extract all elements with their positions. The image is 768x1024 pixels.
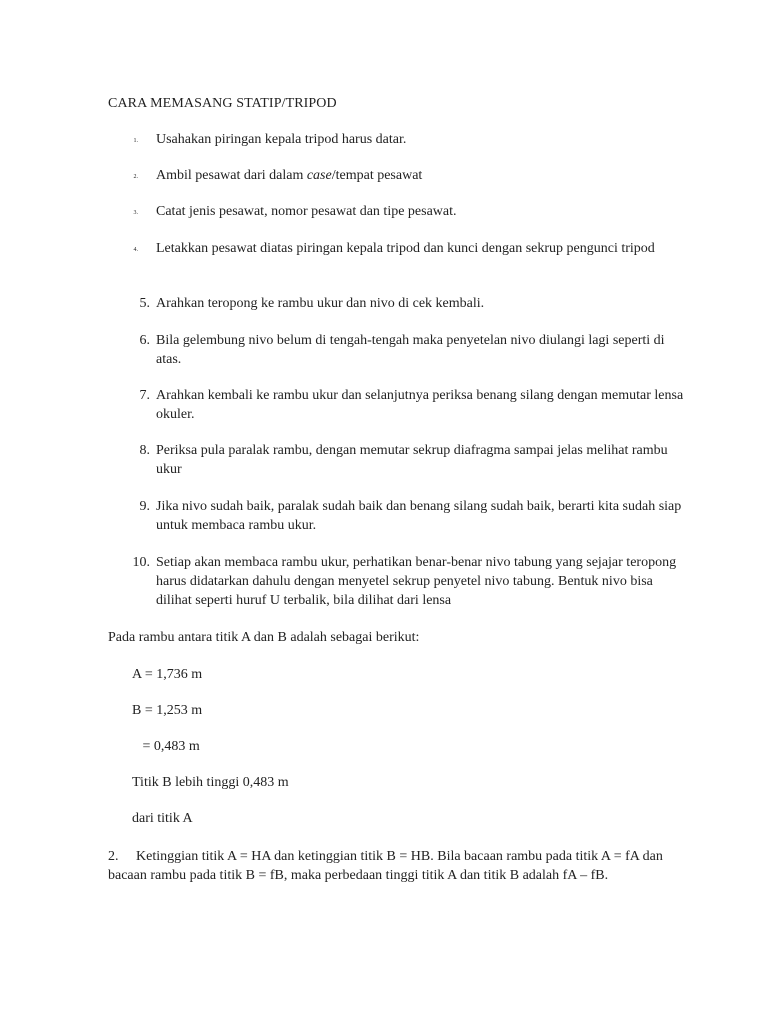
- value-line-conclusion: Titik B lebih tinggi 0,483 m: [132, 775, 289, 790]
- step-text: Arahkan kembali ke rambu ukur dan selanjutnya periksa benang silang dengan memutar lensa okuler.: [156, 388, 684, 422]
- step-text: Jika nivo sudah baik, paralak sudah baik dan benang silang sudah baik, berarti kita sudah siap untuk membaca rambu ukur.: [156, 499, 682, 533]
- paragraph-two: [108, 847, 678, 885]
- step-text: Letakkan pesawat diatas piringan kepala tripod dan kunci dengan sekrup pengunci tripod: [156, 241, 655, 256]
- step-number: 2.: [133, 174, 138, 180]
- step-text: Setiap akan membaca rambu ukur, perhatikan benar-benar nivo tabung yang sejajar teropong harus didatarkan dahulu dengan menyetel sekrup penyetel nivo tabung. Bentuk nivo bisa dilihat seperti huruf U terbalik, bila dilihat dari lensa: [156, 555, 677, 608]
- step-number: 6.: [139, 333, 150, 348]
- step-text: Bila gelembung nivo belum di tengah-tengah maka penyetelan nivo diulangi lagi seperti di atas.: [156, 333, 665, 367]
- step-text: Arahkan teropong ke rambu ukur dan nivo di cek kembali.: [156, 296, 485, 311]
- value-line-a: A = 1,736 m: [132, 667, 203, 682]
- step-number: 4.: [133, 247, 138, 253]
- document-title: CARA MEMASANG STATIP/TRIPOD: [108, 96, 337, 111]
- step-number: 8.: [139, 443, 150, 458]
- step-text-italic: case: [306, 168, 332, 183]
- value-line-b: B = 1,253 m: [132, 703, 203, 718]
- step-text-part: Ambil pesawat dari dalam: [156, 168, 307, 183]
- step-number: 1.: [133, 138, 138, 144]
- step-number: 9.: [139, 499, 150, 514]
- step-number: 10.: [132, 555, 150, 570]
- step-text: Usahakan piringan kepala tripod harus datar.: [156, 132, 407, 147]
- step-text: Periksa pula paralak rambu, dengan memutar sekrup diafragma sampai jelas melihat rambu ukur: [156, 443, 668, 477]
- value-line-difference: = 0,483 m: [132, 739, 200, 754]
- step-text-part: /tempat pesawat: [331, 168, 423, 183]
- step-text: Catat jenis pesawat, nomor pesawat dan tipe pesawat.: [156, 204, 457, 219]
- step-text: [156, 166, 686, 185]
- value-line-reference: dari titik A: [132, 811, 193, 826]
- step-number: 7.: [139, 388, 150, 403]
- paragraph-text: Ketinggian titik A = HA dan ketinggian titik B = HB. Bila bacaan rambu pada titik A = fA dan bacaan rambu pada titik B = fB, maka perbedaan tinggi titik A dan titik B adalah fA – fB.: [108, 849, 663, 883]
- intro-paragraph: Pada rambu antara titik A dan B adalah sebagai berikut:: [108, 630, 420, 645]
- step-number: 3.: [133, 210, 138, 216]
- paragraph-number: 2.: [108, 849, 119, 864]
- step-number: 5.: [139, 296, 150, 311]
